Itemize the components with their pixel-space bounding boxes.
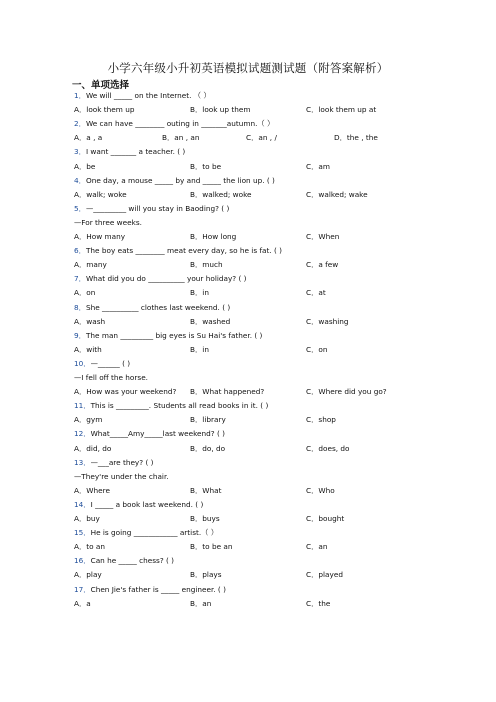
answer-option: C．an , / <box>246 133 277 143</box>
answer-option: A．to an <box>74 542 106 552</box>
answer-option: B．buys <box>190 514 220 523</box>
question-stem <box>74 274 247 284</box>
answer-option: A．walk; woke <box>74 189 127 199</box>
answer-option: A．gym <box>74 415 103 425</box>
question-number: 12． <box>74 429 91 439</box>
question-text: One day, a mouse _____ by and _____ the lion up. ( ) <box>85 175 275 185</box>
question-number: 8． <box>74 302 86 312</box>
question-text: What_____Amy_____last weekend? ( ) <box>90 429 226 439</box>
answer-option: D．the , the <box>334 133 378 143</box>
answer-option: B．an , an <box>162 133 200 143</box>
answer-option: B．What happened? <box>190 387 265 397</box>
question-stem <box>74 401 268 411</box>
answer-option: A．look them up <box>74 105 135 115</box>
question-stem <box>74 204 229 214</box>
answer-option: A．play <box>74 570 102 580</box>
question-number: 16． <box>74 556 91 566</box>
question-text: I _____ a book last weekend. ( ) <box>90 499 204 509</box>
question-text: We will _____ on the Internet. （ ） <box>85 91 211 100</box>
answer-option: C．When <box>306 232 340 241</box>
question-number: 14． <box>74 499 91 509</box>
answer-option: B．in <box>190 344 209 354</box>
answer-option: A．with <box>74 344 102 354</box>
question-number: 3． <box>74 147 86 157</box>
question-stem <box>74 500 203 510</box>
dialogue-line: —For three weeks. <box>74 217 142 227</box>
answer-option: B．do, do <box>190 443 226 453</box>
answer-option: C．an <box>306 542 328 552</box>
answer-option: C．the <box>306 598 331 608</box>
question-stem <box>74 458 153 468</box>
question-text: The boy eats ________ meat every day, so he is fat. ( ) <box>85 246 282 256</box>
question-text: —_________ will you stay in Baoding? ( ) <box>85 203 230 213</box>
answer-option: A．a , a <box>74 133 103 143</box>
question-text: What did you do __________ your holiday? ( ) <box>85 274 247 284</box>
question-number: 7． <box>74 274 86 284</box>
question-stem <box>74 556 174 566</box>
question-stem <box>74 429 225 439</box>
question-number: 5． <box>74 203 86 213</box>
question-stem <box>74 303 230 313</box>
question-number: 1． <box>74 91 86 100</box>
answer-option: A．Where <box>74 485 110 495</box>
question-text: We can have ________ outing in _______autumn.（ ） <box>85 119 275 129</box>
dialogue-line: —I fell off the horse. <box>74 373 149 382</box>
answer-option: A．wash <box>74 316 106 326</box>
question-number: 13． <box>74 457 91 467</box>
answer-option: B．to be <box>190 161 222 171</box>
question-text: —___are they? ( ) <box>90 457 154 467</box>
question-stem <box>74 91 211 101</box>
answer-option: C．walked; wake <box>306 189 368 199</box>
answer-option: C．Who <box>306 485 335 495</box>
question-number: 15． <box>74 528 91 538</box>
page-title: 小学六年级小升初英语模拟试题测试题（附答案解析） <box>107 61 389 75</box>
answer-option: C．am <box>306 161 330 171</box>
answer-option: B．much <box>190 260 223 270</box>
question-stem <box>74 147 185 157</box>
question-number: 2． <box>74 119 86 129</box>
question-text: The man _________ big eyes is Su Hai's father. ( ) <box>85 330 263 340</box>
answer-option: B．look up them <box>190 105 251 115</box>
dialogue-line: —They're under the chair. <box>74 471 169 481</box>
answer-option: B．walked; woke <box>190 189 252 199</box>
answer-option: B．washed <box>190 316 231 326</box>
question-text: —______ ( ) <box>90 358 131 368</box>
question-stem <box>74 331 262 341</box>
answer-option: A．a <box>74 598 91 608</box>
answer-option: B．How long <box>190 232 237 241</box>
answer-option: A．be <box>74 161 96 171</box>
question-number: 17． <box>74 584 91 594</box>
question-stem <box>74 246 282 256</box>
question-stem <box>74 359 130 369</box>
question-text: Chen Jie's father is _____ engineer. ( ) <box>90 584 226 594</box>
answer-option: C．bought <box>306 514 345 523</box>
answer-option: C．does, do <box>306 443 350 453</box>
answer-option: C．a few <box>306 260 339 270</box>
answer-option: B．What <box>190 485 222 495</box>
question-number: 10． <box>74 358 91 368</box>
answer-option: B．plays <box>190 570 222 580</box>
answer-option: A．on <box>74 288 96 298</box>
answer-option: C．played <box>306 570 343 580</box>
section-heading: 一、单项选择 <box>72 80 130 91</box>
answer-option: C．on <box>306 344 328 354</box>
answer-option: A．How many <box>74 232 126 241</box>
answer-option: B．to be an <box>190 542 233 552</box>
answer-option: A．How was your weekend? <box>74 387 177 397</box>
question-number: 4． <box>74 175 86 185</box>
question-stem <box>74 585 226 595</box>
answer-option: C．at <box>306 288 326 298</box>
question-text: I want _______ a teacher. ( ) <box>85 147 186 157</box>
question-stem <box>74 119 274 129</box>
answer-option: C．look them up at <box>306 105 377 115</box>
answer-option: B．in <box>190 288 209 298</box>
question-stem <box>74 176 275 186</box>
answer-option: A．many <box>74 260 107 270</box>
question-number: 9． <box>74 330 86 340</box>
answer-option: A．buy <box>74 514 100 523</box>
answer-option: C．washing <box>306 316 349 326</box>
question-stem <box>74 528 218 538</box>
answer-option: A．did, do <box>74 443 112 453</box>
answer-option: B．an <box>190 598 212 608</box>
question-text: This is _________. Students all read books in it. ( ) <box>90 401 269 411</box>
answer-option: C．shop <box>306 415 336 425</box>
answer-option: B．library <box>190 415 226 425</box>
question-text: She __________ clothes last weekend. ( ) <box>85 302 231 312</box>
answer-option: C．Where did you go? <box>306 387 387 397</box>
question-text: He is going ____________ artist.（ ） <box>90 528 219 538</box>
question-number: 11． <box>74 401 91 411</box>
question-text: Can he _____ chess? ( ) <box>90 556 175 566</box>
question-number: 6． <box>74 246 86 256</box>
